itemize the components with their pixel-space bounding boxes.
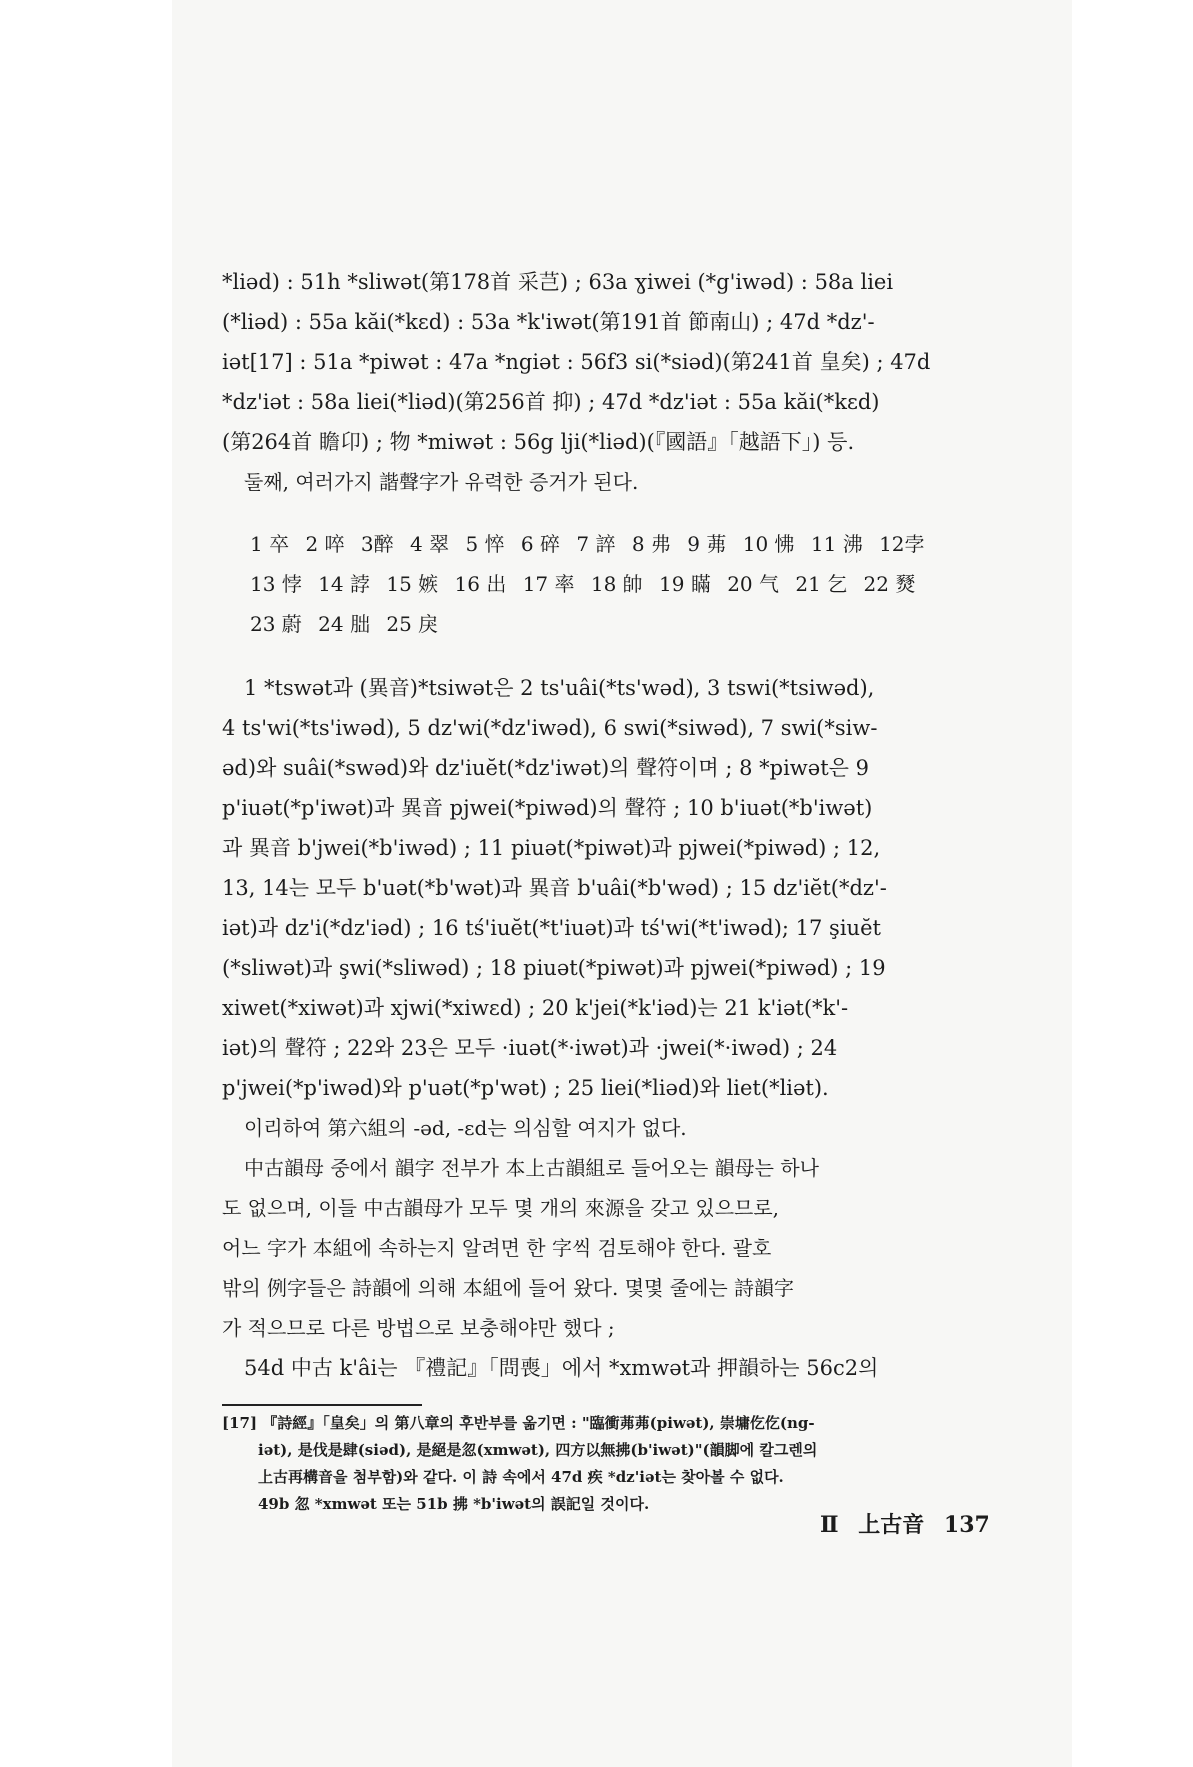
text-line: 이리하여 第六組의 -əd, -ɛd는 의심할 여지가 없다. bbox=[244, 1116, 687, 1140]
footnote bbox=[222, 1410, 1030, 1518]
text-line: 가 적으므로 다른 방법으로 보충해야만 했다 ; bbox=[222, 1316, 615, 1340]
phonetic-item: 24 朏 bbox=[318, 612, 370, 636]
text-line: iət)과 dz'i(*dz'iəd) ; 16 tś'iuĕt(*t'iuət)과 tś'wi(*t'iwəd); 17 şiuĕt bbox=[222, 916, 881, 940]
phonetic-item: 6 碎 bbox=[520, 532, 560, 556]
phonetic-item: 11 沸 bbox=[810, 532, 863, 556]
phonetic-item: 10 怫 bbox=[742, 532, 795, 556]
text-line: 中古韻母 중에서 韻字 전부가 本上古韻組로 들어오는 韻母는 하나 bbox=[244, 1156, 819, 1180]
phonetic-item: 14 誖 bbox=[318, 572, 370, 596]
text-line: 도 없으며, 이들 中古韻母가 모두 몇 개의 來源을 갖고 있으므로, bbox=[222, 1196, 780, 1220]
text-line: 밖의 例字들은 詩韻에 의해 本組에 들어 왔다. 몇몇 줄에는 詩韻字 bbox=[222, 1276, 795, 1300]
phonetic-row bbox=[250, 524, 1030, 564]
text-line: *liəd) : 51h *sliwət(第178首 采芑) ; 63a ɣiwei (*g'iwəd) : 58a liei bbox=[222, 270, 894, 294]
text-line: 어느 字가 本組에 속하는지 알려면 한 字씩 검토해야 한다. 괄호 bbox=[222, 1236, 772, 1260]
text-line: (*liəd) : 55a kăi(*kɛd) : 53a *k'iwət(第191首 節南山) ; 47d *dz'- bbox=[222, 310, 875, 334]
text-line: 4 ts'wi(*ts'iwəd), 5 dz'wi(*dz'iwəd), 6 swi(*siwəd), 7 swi(*siw- bbox=[222, 716, 878, 740]
text-line: *dz'iət : 58a liei(*liəd)(第256首 抑) ; 47d *dz'iət : 55a kăi(*kɛd) bbox=[222, 390, 880, 414]
phonetic-item: 13 悖 bbox=[250, 572, 302, 596]
text-line: 과 異音 b'jwei(*b'iwəd) ; 11 piuət(*piwət)과 pjwei(*piwəd) ; 12, bbox=[222, 836, 881, 860]
phonetic-item: 8 弗 bbox=[631, 532, 671, 556]
footnote-divider bbox=[222, 1404, 422, 1406]
text-line: iət[17] : 51a *piwət : 47a *ngiət : 56f3 si(*siəd)(第241首 皇矣) ; 47d bbox=[222, 350, 931, 374]
phonetic-item: 20 气 bbox=[727, 572, 780, 596]
phonetic-item: 17 率 bbox=[522, 572, 575, 596]
text-line: 1 *tswət과 (異音)*tsiwət은 2 ts'uâi(*ts'wəd), 3 tswi(*tsiwəd), bbox=[244, 676, 875, 700]
phonetic-row bbox=[250, 604, 1030, 644]
text-line: əd)와 suâi(*swəd)와 dz'iuĕt(*dz'iwət)의 聲符이며 ; 8 *piwət은 9 bbox=[222, 756, 869, 780]
page-content bbox=[222, 262, 1030, 1518]
phonetic-series-list bbox=[222, 524, 1030, 644]
paragraph-block-mid bbox=[222, 668, 1030, 1388]
phonetic-item: 5 悴 bbox=[465, 532, 505, 556]
text-line: (第264首 瞻卬) ; 物 *miwət : 56g lji(*liəd)(『國語』「越語下」) 등. bbox=[222, 430, 855, 454]
text-line: (*sliwət)과 şwi(*sliwəd) ; 18 piuət(*piwət)과 pjwei(*piwəd) ; 19 bbox=[222, 956, 886, 980]
phonetic-item: 19 瞞 bbox=[659, 572, 711, 596]
footnote-line: 49b 忽 *xmwət 또는 51b 拂 *b'iwət의 誤記일 것이다. bbox=[258, 1495, 650, 1513]
phonetic-item: 12孛 bbox=[879, 532, 925, 556]
text-line: 54d 中古 k'âi는 『禮記』「問喪」에서 *xmwət과 押韻하는 56c2의 bbox=[244, 1356, 879, 1380]
paragraph-block-top bbox=[222, 262, 1030, 502]
phonetic-item: 23 蔚 bbox=[250, 612, 302, 636]
phonetic-item: 25 戾 bbox=[386, 612, 439, 636]
phonetic-item: 7 誶 bbox=[576, 532, 616, 556]
phonetic-item: 21 乞 bbox=[795, 572, 848, 596]
phonetic-item: 1 卒 bbox=[250, 532, 290, 556]
section-number: Ⅱ bbox=[820, 1512, 839, 1538]
page-footer bbox=[820, 1508, 990, 1539]
text-line: p'iuət(*p'iwət)과 異音 pjwei(*piwəd)의 聲符 ; 10 b'iuət(*b'iwət) bbox=[222, 796, 873, 820]
running-title: 上古音 bbox=[858, 1512, 925, 1538]
phonetic-item: 9 茀 bbox=[687, 532, 727, 556]
phonetic-item: 3醉 bbox=[360, 532, 394, 556]
footnote-line: [17] 『詩經』「皇矣」의 第八章의 후반부를 옮기면 : "臨衝茀茀(piwət), 崇墉仡仡(ng- bbox=[222, 1414, 815, 1432]
text-line: 13, 14는 모두 b'uət(*b'wət)과 異音 b'uâi(*b'wəd) ; 15 dz'iĕt(*dz'- bbox=[222, 876, 887, 900]
phonetic-item: 2 啐 bbox=[305, 532, 345, 556]
phonetic-item: 18 帥 bbox=[590, 572, 643, 596]
phonetic-item: 15 嫉 bbox=[386, 572, 439, 596]
footnote-line: 上古再構音을 첨부함)와 같다. 이 詩 속에서 47d 疾 *dz'iət는 찾아볼 수 없다. bbox=[258, 1468, 784, 1486]
text-line: 둘째, 여러가지 諧聲字가 유력한 증거가 된다. bbox=[244, 470, 639, 494]
text-line: xiwet(*xiwət)과 xjwi(*xiwɛd) ; 20 k'jei(*k'iəd)는 21 k'iət(*k'- bbox=[222, 996, 849, 1020]
footnote-line: iət), 是伐是肆(siəd), 是絕是忽(xmwət), 四方以無拂(b'iwət)"(韻脚에 칼그렌의 bbox=[258, 1441, 818, 1459]
phonetic-item: 16 出 bbox=[454, 572, 507, 596]
text-line: p'jwei(*p'iwəd)와 p'uət(*p'wət) ; 25 liei(*liəd)와 liet(*liət). bbox=[222, 1076, 829, 1100]
page-number: 137 bbox=[943, 1512, 990, 1538]
text-line: iət)의 聲符 ; 22와 23은 모두 ·iuət(*·iwət)과 ·jwei(*·iwəd) ; 24 bbox=[222, 1036, 838, 1060]
phonetic-item: 4 翠 bbox=[410, 532, 450, 556]
phonetic-item: 22 燹 bbox=[863, 572, 916, 596]
phonetic-row bbox=[250, 564, 1030, 604]
